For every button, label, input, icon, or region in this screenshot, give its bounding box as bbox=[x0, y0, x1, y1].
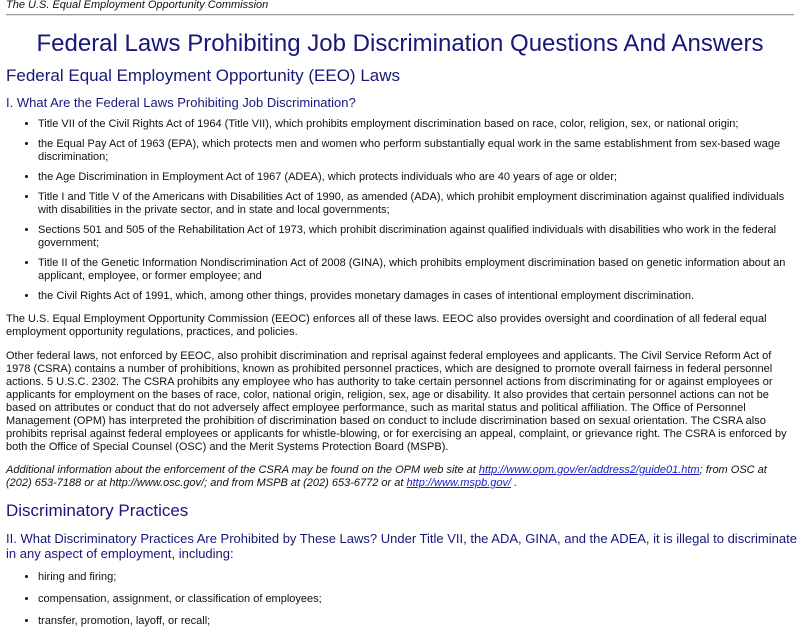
question-1-heading: I. What Are the Federal Laws Prohibiting Job Discrimination? bbox=[6, 95, 356, 110]
section-heading-eeo-laws: Federal Equal Employment Opportunity (EEO) Laws bbox=[6, 66, 401, 85]
list-item: • Title II of the Genetic Information Nondiscrimination Act of 2008 (GINA), which prohibits employment discrimination based on genetic information about an applicant, employee, or former employee; and bbox=[38, 257, 794, 283]
list-item: • Title I and Title V of the Americans with Disabilities Act of 1990, as amended (ADA), which prohibit employment discrimination against qualified individuals with disabilities in the private sector, and in state and local governments; bbox=[38, 191, 794, 217]
list-item: • Title VII of the Civil Rights Act of 1964 (Title VII), which prohibits employment discrimination based on race, color, religion, sex, or national origin; bbox=[38, 118, 794, 131]
agency-name: The U.S. Equal Employment Opportunity Commission bbox=[6, 0, 269, 11]
list-item: • Sections 501 and 505 of the Rehabilitation Act of 1973, which prohibit discrimination against qualified individuals with disabilities who work in the federal government; bbox=[38, 224, 794, 250]
additional-info-text: . bbox=[511, 477, 518, 489]
other-laws-paragraph: Other federal laws, not enforced by EEOC, also prohibit discrimination and reprisal against federal employees and applicants. The Civil Service Reform Act of 1978 (CSRA) contains a number of prohibitions, known as prohibited personnel practices, which are designed to promote overall fairness in federal personnel actions. 5 U.S.C. 2302. The CSRA prohibits any employee who has authority to take certain personnel actions from discriminating for or against employees or applicants for employment on the bases of race, color, national origin, religion, sex, age or disability. It also provides that certain personnel actions can not be based on attributes or conduct that do not adversely affect employee performance, such as marital status and political affiliation. The Office of Personnel Management (OPM) has interpreted the prohibition of discrimination based on conduct to include discrimination based on sexual orientation. The CSRA also prohibits reprisal against federal employees or applicants for whistle-blowing, or for exercising an appeal, complaint, or grievance right. The CSRA is enforced by both the Office of Special Counsel (OSC) and the Merit Systems Protection Board (MSPB). bbox=[6, 350, 787, 453]
opm-link[interactable]: http://www.opm.gov/er/address2/guide01.htm bbox=[478, 464, 700, 476]
list-item: • transfer, promotion, layoff, or recall; bbox=[38, 615, 794, 628]
header-divider bbox=[6, 14, 794, 16]
practices-list bbox=[0, 571, 800, 628]
list-item: • compensation, assignment, or classification of employees; bbox=[38, 593, 794, 606]
section-heading-discriminatory-practices: Discriminatory Practices bbox=[6, 501, 189, 520]
list-item: • the Age Discrimination in Employment Act of 1967 (ADEA), which protects individuals who are 40 years of age or older; bbox=[38, 171, 794, 184]
additional-info-text: ; from OSC at (202) 653-7188 or at http://www.osc.gov/; and from MSPB at (202) 653-6772 or at bbox=[6, 464, 767, 489]
page-title: Federal Laws Prohibiting Job Discrimination Questions And Answers bbox=[36, 30, 764, 57]
mspb-link[interactable]: http://www.mspb.gov/ bbox=[406, 477, 512, 489]
additional-info-paragraph bbox=[6, 464, 794, 490]
laws-list bbox=[0, 118, 800, 303]
question-2-heading: II. What Discriminatory Practices Are Prohibited by These Laws? Under Title VII, the ADA, GINA, and the ADEA, it is illegal to discriminate in any aspect of employment, including: bbox=[6, 531, 797, 561]
list-item: • hiring and firing; bbox=[38, 571, 794, 584]
list-item: • the Equal Pay Act of 1963 (EPA), which protects men and women who perform substantially equal work in the same establishment from sex-based wage discrimination; bbox=[38, 138, 794, 164]
list-item: • the Civil Rights Act of 1991, which, among other things, provides monetary damages in cases of intentional employment discrimination. bbox=[38, 290, 794, 303]
additional-info-text: Additional information about the enforcement of the CSRA may be found on the OPM web site at bbox=[6, 464, 479, 476]
eeoc-enforcement-paragraph: The U.S. Equal Employment Opportunity Commission (EEOC) enforces all of these laws. EEOC also provides oversight and coordination of all federal equal employment opportunity regulations, practices, and policies. bbox=[6, 313, 767, 338]
